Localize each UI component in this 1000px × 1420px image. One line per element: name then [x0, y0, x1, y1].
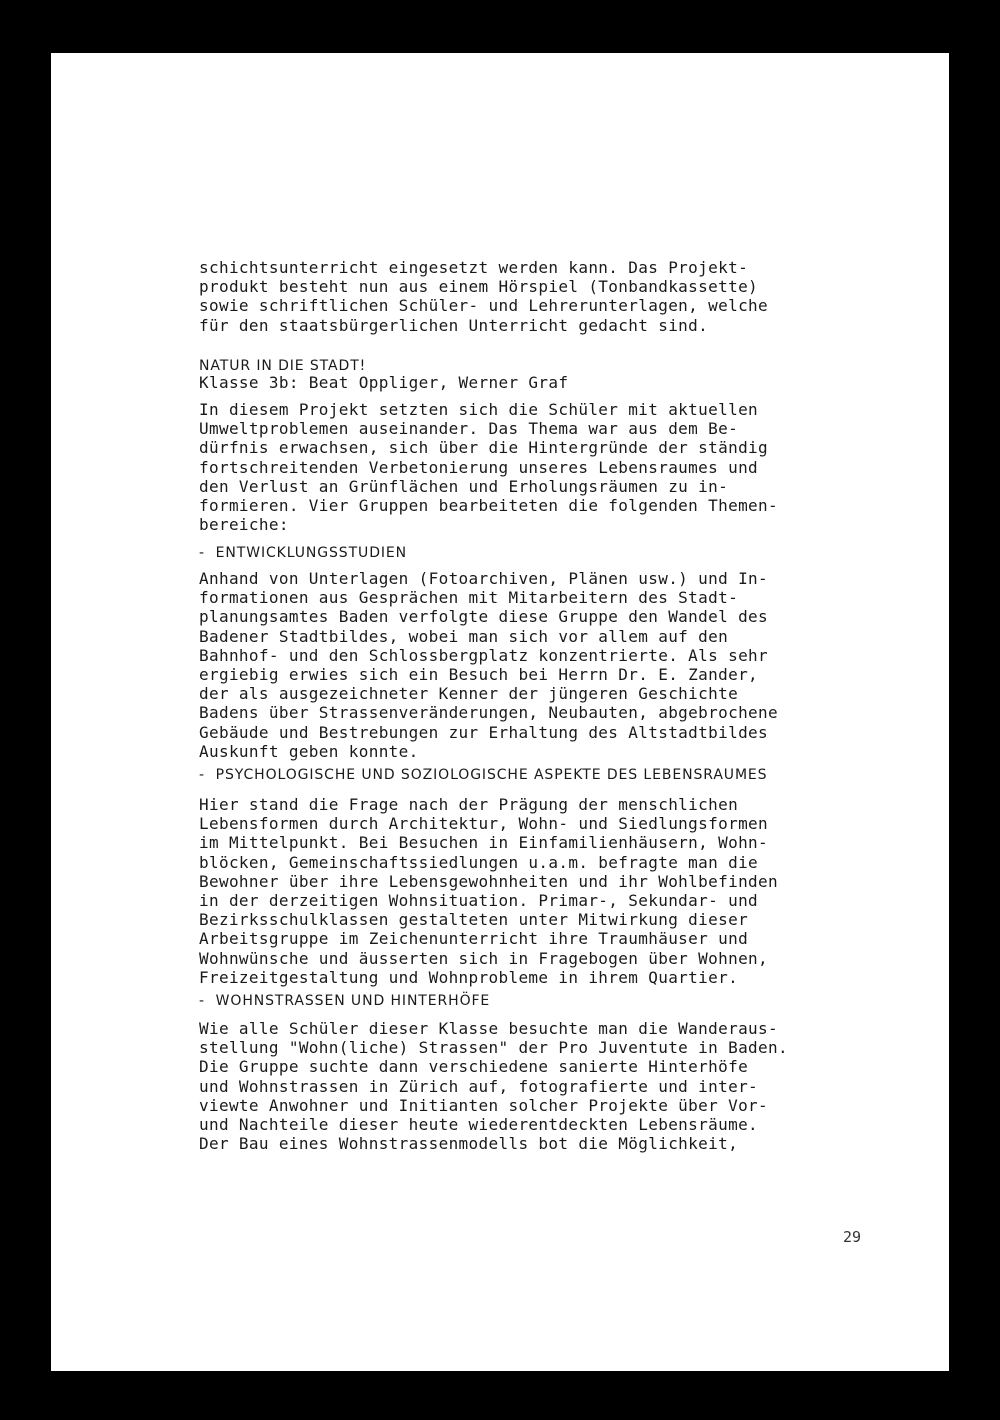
subheading-psychologie: - PSYCHOLOGISCHE UND SOZIOLOGISCHE ASPEKTE DES LEBENSRAUMES — [199, 767, 768, 783]
entwicklung-paragraph: Anhand von Unterlagen (Fotoarchiven, Plänen usw.) und In- formationen aus Gesprächen mit Mitarbeitern des Stadt- planungsamtes Baden verfolgte diese Gruppe den Wandel des Badener Stadtbildes, wobei man sich vor allem auf den Bahnhof- und den Schlossbergplatz konzentrierte. Als sehr ergiebig erwies sich ein Besuch bei Herrn Dr. E. Zander, der als ausgezeichneter Kenner der jüngeren Geschichte Badens über Strassenveränderungen, Neubauten, abgebrochene Gebäude und Bestrebungen zur Erhaltung des Altstadtbildes Auskunft geben konnte. — [199, 569, 779, 761]
psychologie-paragraph: Hier stand die Frage nach der Prägung der menschlichen Lebensformen durch Architektur, Wohn- und Siedlungsformen im Mittelpunkt. Bei Besuchen in Einfamilienhäusern, Wohn- blöcken, Gemeinschaftssiedlungen u.a.m. befragte man die Bewohner über ihre Lebensgewohnheiten und ihr Wohlbefinden in der derzeitigen Wohnsituation. Primar-, Sekundar- und Bezirksschulklassen gestalteten unter Mitwirkung dieser Arbeitsgruppe im Zeichenunterricht ihre Traumhäuser und Wohnwünsche und äusserten sich in Fragebogen über Wohnen, Freizeitgestaltung und Wohnprobleme in ihrem Quartier. — [199, 795, 779, 987]
subheading-wohnstrassen: - WOHNSTRASSEN UND HINTERHÖFE — [199, 993, 491, 1009]
wohnstrassen-paragraph: Wie alle Schüler dieser Klasse besuchte man die Wanderaus- stellung "Wohn(liche) Strassen" der Pro Juventute in Baden. Die Gruppe suchte dann verschiedene sanierte Hinterhöfe und Wohnstrassen in Zürich auf, fotografierte und inter- viewte Anwohner und Initianten solcher Projekte über Vor- und Nachteile dieser heute wiederentdeckten Lebensräume. Der Bau eines Wohnstrassenmodells bot die Möglichkeit, — [199, 1019, 788, 1154]
page-number: 29 — [843, 1228, 862, 1246]
intro-paragraph: schichtsunterricht eingesetzt werden kann. Das Projekt- produkt besteht nun aus einem Hörspiel (Tonbandkassette) sowie schriftlichen Schüler- und Lehrerunterlagen, welche für den staatsbürgerlichen Unterricht gedacht sind. — [199, 258, 769, 335]
section-title: NATUR IN DIE STADT! — [199, 358, 367, 374]
project-paragraph: In diesem Projekt setzten sich die Schüler mit aktuellen Umweltproblemen auseinander. Das Thema war aus dem Be- dürfnis erwachsen, sich über die Hintergründe der ständig fortschreitenden Verbetonierung unseres Lebensraumes und den Verlust an Grünflächen und Erholungsräumen zu in- formieren. Vier Gruppen bearbeiteten die folgenden Themen- bereiche: — [199, 400, 779, 535]
section-subtitle: Klasse 3b: Beat Oppliger, Werner Graf — [199, 373, 569, 392]
document-page — [51, 53, 949, 1371]
subheading-entwicklung: - ENTWICKLUNGSSTUDIEN — [199, 545, 408, 561]
